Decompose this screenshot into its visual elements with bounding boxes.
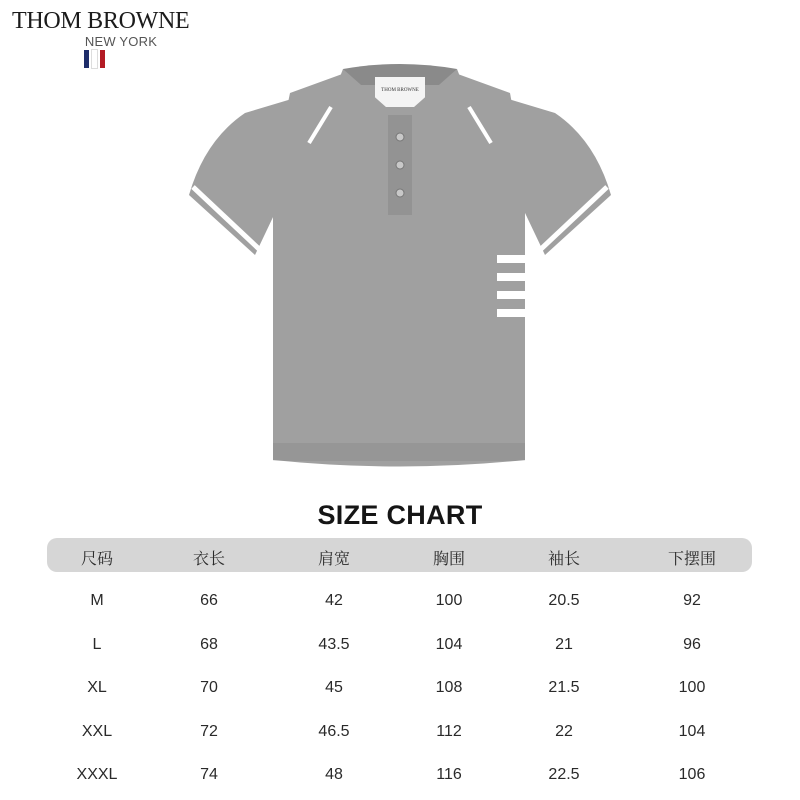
- table-cell: 48: [325, 766, 343, 783]
- table-header-cell: 胸围: [432, 551, 465, 568]
- table-header-cell: 下摆围: [667, 551, 716, 568]
- table-header: [47, 538, 752, 572]
- table-cell: 43.5: [318, 635, 350, 653]
- flag-stripe-blue: [84, 50, 89, 68]
- table-cell: M: [90, 592, 104, 609]
- table-cell: 100: [435, 592, 463, 609]
- table-cell: 20.5: [548, 592, 580, 609]
- table-cell: 106: [678, 766, 706, 783]
- table-cell: 116: [436, 766, 462, 783]
- table-cell: 74: [200, 766, 218, 783]
- hem-rib: [273, 443, 525, 461]
- button-1: [396, 133, 404, 141]
- table-header-cell: 肩宽: [317, 551, 350, 568]
- button-3: [396, 189, 404, 197]
- table-header-cell: 衣长: [192, 551, 225, 568]
- table-cell: 104: [435, 635, 463, 653]
- table-cell: 22.5: [548, 766, 580, 783]
- table-cell: 42: [325, 592, 343, 609]
- size-chart-title: SIZE CHART: [317, 500, 483, 530]
- table-header-cell: 袖长: [547, 551, 580, 568]
- table-cell: 46.5: [318, 722, 350, 740]
- table-cell: 112: [436, 722, 462, 740]
- flag-stripe-white: [92, 50, 97, 68]
- table-cell: XL: [87, 679, 107, 696]
- table-cell: 92: [683, 592, 701, 609]
- table-cell: 21: [555, 635, 573, 653]
- table-cell: 96: [683, 635, 701, 653]
- table-cell: 70: [200, 679, 218, 696]
- table-cell: 68: [200, 635, 218, 653]
- flag-stripe-red: [100, 50, 105, 68]
- table-cell: XXXL: [76, 766, 118, 783]
- button-2: [396, 161, 404, 169]
- table-cell: XXL: [81, 722, 113, 740]
- table-cell: L: [92, 635, 102, 653]
- table-cell: 45: [325, 679, 343, 696]
- brand-name: THOM BROWNE: [12, 8, 190, 34]
- brand-flag-stripes: [84, 50, 105, 68]
- table-cell: 72: [200, 722, 218, 740]
- table-cell: 21.5: [548, 679, 580, 696]
- table-cell: 22: [555, 722, 573, 740]
- polo-shirt-photo: [185, 55, 615, 475]
- brand-logo: [12, 6, 190, 49]
- table-cell: 100: [678, 679, 706, 696]
- table-cell: 66: [200, 592, 218, 609]
- table-header-cell: 尺码: [80, 551, 113, 568]
- table-cell: 104: [678, 722, 706, 740]
- table-cell: 108: [435, 679, 463, 696]
- brand-subtitle: NEW YORK: [84, 34, 158, 49]
- neck-tag-text: THOM BROWNE: [381, 88, 419, 93]
